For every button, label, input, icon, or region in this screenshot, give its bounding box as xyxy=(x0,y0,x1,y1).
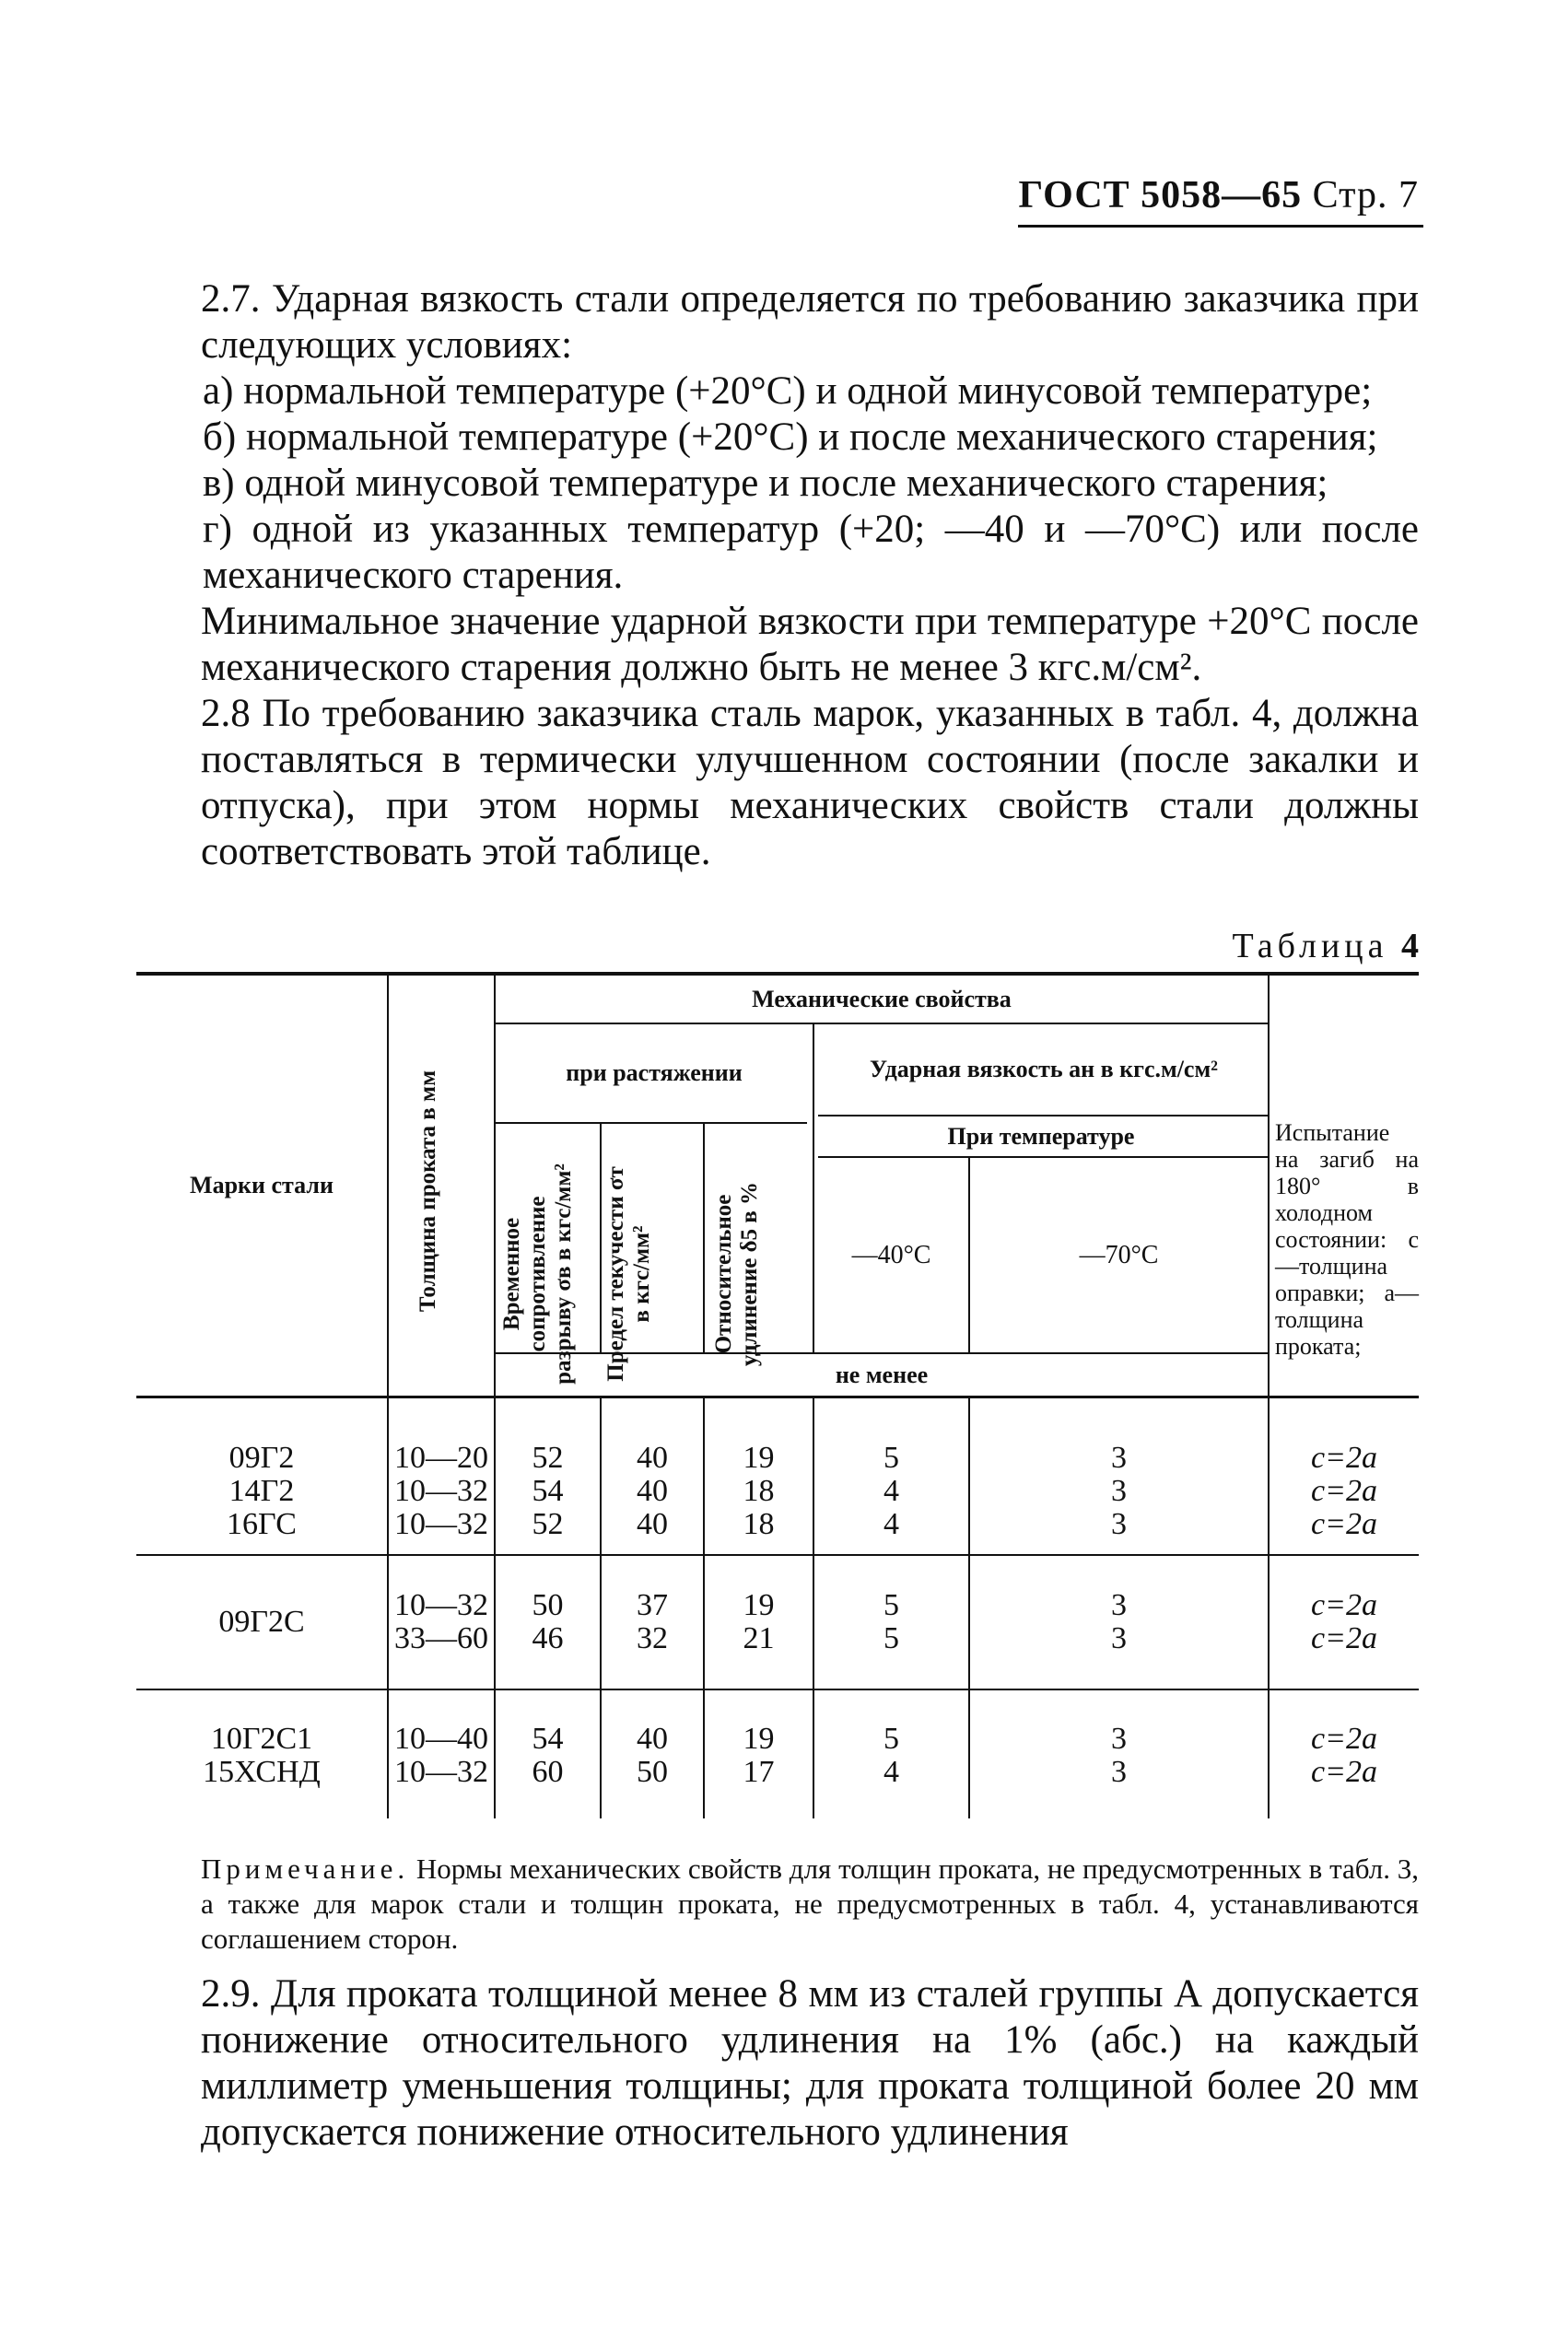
thickness-cell: 10—20 xyxy=(394,1441,488,1475)
header-t70: —70°С xyxy=(1079,1240,1159,1269)
elong-cell: 19 xyxy=(743,1588,775,1622)
note-label: Примечание. xyxy=(201,1853,410,1885)
paragraph-2-8: 2.8 По требованию заказчика сталь марок, указанных в табл. 4, должна поставляться в термически улучшенном состоянии (после закалки и отпуска), при этом нормы механических свойств стали должны соответствовать этой таблице. xyxy=(201,692,1419,873)
ultimate-cell: 46 xyxy=(532,1621,564,1655)
yield-cell: 40 xyxy=(637,1441,668,1475)
yield-cell: 40 xyxy=(637,1507,668,1541)
ultimate-cell: 50 xyxy=(532,1588,564,1622)
header-mech: Механические свойства xyxy=(752,985,1012,1012)
page-number: Стр. 7 xyxy=(1312,174,1419,216)
impact-70-cell: 3 xyxy=(1111,1441,1127,1475)
elong-cell: 18 xyxy=(743,1507,775,1541)
impact-40-cell: 5 xyxy=(883,1621,899,1655)
condition-a: а) нормальной температуре (+20°С) и одной минусовой температуре; xyxy=(203,369,1373,413)
paragraph-min-value: Минимальное значение ударной вязкости при температуре +20°С после механического старения должно быть не менее 3 кгс.м/см². xyxy=(201,600,1419,689)
yield-cell: 40 xyxy=(637,1722,668,1756)
header-temp: При температуре xyxy=(947,1122,1135,1150)
impact-40-cell: 4 xyxy=(883,1507,899,1541)
impact-70-cell: 3 xyxy=(1111,1474,1127,1508)
header-grade: Марки стали xyxy=(190,1172,333,1198)
bend-cell: c=2a xyxy=(1310,1722,1378,1756)
group-rule-2 xyxy=(136,1689,1419,1690)
yield-cell: 50 xyxy=(637,1755,668,1789)
header-yield: Предел текучести σт в кгс/мм² xyxy=(603,1166,654,1382)
thickness-cell: 10—32 xyxy=(394,1755,488,1789)
thickness-cell: 10—32 xyxy=(394,1588,488,1622)
condition-v: в) одной минусовой температуре и после механического старения; xyxy=(203,462,1328,505)
impact-40-cell: 5 xyxy=(883,1722,899,1756)
vline-1 xyxy=(387,976,389,1818)
elong-cell: 19 xyxy=(743,1722,775,1756)
yield-cell: 37 xyxy=(637,1588,668,1622)
table-4 xyxy=(136,972,1419,1824)
header-bend: Испытание на загиб на 180° в холодном состоянии: с—толщина оправки; а—толщина проката; xyxy=(1275,1119,1419,1360)
header-t40: —40°С xyxy=(851,1240,931,1269)
table-row: 09Г2 xyxy=(228,1441,295,1475)
impact-70-cell: 3 xyxy=(1111,1507,1127,1541)
ultimate-cell: 60 xyxy=(532,1755,564,1789)
impact-70-cell: 3 xyxy=(1111,1755,1127,1789)
condition-g: г) одной из указанных температур (+20; —40 и —70°С) или после механического старения. xyxy=(203,508,1419,597)
bend-cell: c=2a xyxy=(1310,1507,1378,1541)
yield-cell: 32 xyxy=(637,1621,668,1655)
elong-cell: 18 xyxy=(743,1474,775,1508)
elong-cell: 21 xyxy=(743,1621,775,1655)
elong-cell: 17 xyxy=(743,1755,775,1789)
ultimate-cell: 52 xyxy=(532,1507,564,1541)
bend-cell: c=2a xyxy=(1310,1755,1378,1789)
table-note xyxy=(201,1852,1419,1957)
header-thickness: Толщина проката в мм xyxy=(415,1070,440,1313)
impact-70-cell: 3 xyxy=(1111,1588,1127,1622)
vline-3-head xyxy=(600,1124,602,1354)
table-caption: Таблица 4 xyxy=(1232,927,1419,965)
impact-40-cell: 4 xyxy=(883,1474,899,1508)
group-rule-1 xyxy=(136,1554,1419,1556)
impact-70-cell: 3 xyxy=(1111,1722,1127,1756)
header-bottom-rule xyxy=(136,1396,1419,1398)
table-row: 16ГС xyxy=(227,1507,297,1541)
table-row: 09Г2С xyxy=(218,1605,305,1639)
header-impact: Ударная вязкость aн в кгс.м/см² xyxy=(870,1056,1218,1082)
ultimate-cell: 52 xyxy=(532,1441,564,1475)
paragraph-2-7: 2.7. Ударная вязкость стали определяется по требованию заказчика при следующих условиях: xyxy=(201,277,1419,367)
condition-b: б) нормальной температуре (+20°С) и после механического старения; xyxy=(203,415,1378,459)
thickness-cell: 10—40 xyxy=(394,1722,488,1756)
vline-4-head xyxy=(703,1124,705,1354)
bend-cell: c=2a xyxy=(1310,1588,1378,1622)
ultimate-cell: 54 xyxy=(532,1474,564,1508)
elong-cell: 19 xyxy=(743,1441,775,1475)
paragraph-2-9: 2.9. Для проката толщиной менее 8 мм из сталей группы А допускается понижение относительного удлинения на 1% (абс.) на каждый миллиметр уменьшения толщины; для проката толщиной более 20 мм допускается понижение относительного удлинения xyxy=(201,1972,1419,2154)
table-row: 10Г2С1 xyxy=(210,1722,313,1756)
thickness-cell: 10—32 xyxy=(394,1474,488,1508)
header-tension: при растяжении xyxy=(566,1059,743,1086)
header-rule xyxy=(1018,225,1423,228)
page-header xyxy=(1013,173,1419,217)
table-row: 14Г2 xyxy=(228,1474,295,1508)
header-elong: Относительное удлинение δ5 в % xyxy=(711,1181,762,1367)
header-ultimate: Временное сопротивление разрыву σв в кгс/мм² xyxy=(499,1163,576,1385)
ultimate-cell: 54 xyxy=(532,1722,564,1756)
body-text xyxy=(201,276,1419,875)
impact-40-cell: 4 xyxy=(883,1755,899,1789)
bend-cell: c=2a xyxy=(1310,1441,1378,1475)
bend-cell: c=2a xyxy=(1310,1621,1378,1655)
yield-cell: 40 xyxy=(637,1474,668,1508)
note-text: Нормы механических свойств для толщин проката, не предусмотренных в табл. 3, а также для марок стали и толщин проката, не предусмотренных в табл. 4, устанавливаются соглашением сторон. xyxy=(201,1853,1419,1955)
impact-40-cell: 5 xyxy=(883,1588,899,1622)
thickness-cell: 33—60 xyxy=(394,1621,488,1655)
impact-70-cell: 3 xyxy=(1111,1621,1127,1655)
table-row: 15ХСНД xyxy=(203,1755,321,1789)
thickness-cell: 10—32 xyxy=(394,1507,488,1541)
bend-cell: c=2a xyxy=(1310,1474,1378,1508)
vline-7 xyxy=(1268,976,1270,1818)
impact-40-cell: 5 xyxy=(883,1441,899,1475)
header-min: не менее xyxy=(835,1361,929,1388)
rule-under-tension xyxy=(494,1122,807,1124)
gost-number: ГОСТ 5058—65 xyxy=(1018,174,1303,216)
